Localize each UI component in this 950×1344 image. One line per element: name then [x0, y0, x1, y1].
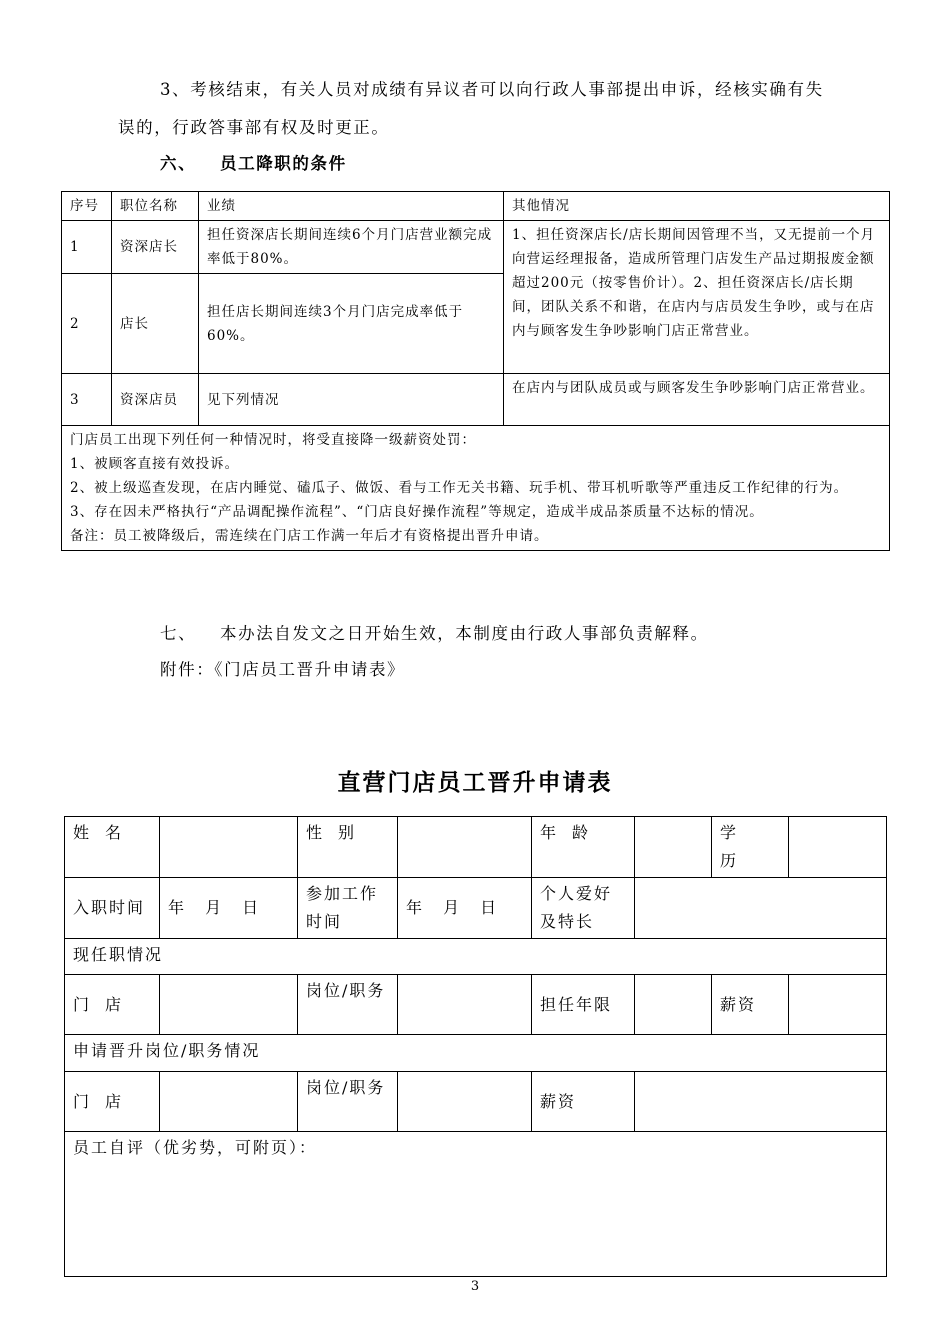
header-no: 序号 — [62, 192, 112, 221]
self-eval-label: 员工自评（优劣势，可附页）： — [73, 1138, 318, 1157]
hire-date-label: 入职时间 — [65, 878, 160, 939]
name-label: 姓名 — [65, 817, 160, 878]
age-label: 年龄 — [532, 817, 635, 878]
hobby-label: 个人爱好及特长 — [532, 878, 635, 939]
row3-performance: 见下列情况 — [199, 374, 504, 426]
current-post-value[interactable] — [398, 975, 532, 1035]
hobby-value[interactable] — [635, 878, 887, 939]
footer-item3: 3、存在因未严格执行“产品调配操作流程”、“门店良好操作流程”等规定，造成半成品茶质量不达标的情况。 — [70, 504, 764, 520]
section7-number: 七、 — [160, 624, 197, 643]
row3-no: 3 — [62, 374, 112, 426]
attachment-line: 附件：《门店员工晋升申请表》 — [160, 660, 406, 679]
header-performance: 业绩 — [199, 192, 504, 221]
header-other: 其他情况 — [504, 192, 890, 221]
name-value[interactable] — [160, 817, 298, 878]
gender-value[interactable] — [398, 817, 532, 878]
self-evaluation[interactable] — [65, 1132, 887, 1277]
item3-line2: 误的，行政答事部有权及时更正。 — [118, 118, 390, 137]
row2-position: 店长 — [112, 274, 199, 374]
row1-position: 资深店长 — [112, 221, 199, 274]
footer-note: 备注：员工被降级后，需连续在门店工作满一年后才有资格提出晋升申请。 — [70, 528, 549, 544]
current-store-label: 门店 — [65, 975, 160, 1035]
row1-performance: 担任资深店长期间连续6个月门店营业额完成率低于80%。 — [199, 221, 504, 274]
promotion-form — [64, 816, 887, 1277]
apply-salary-value[interactable] — [635, 1072, 887, 1132]
apply-post-value[interactable] — [398, 1072, 532, 1132]
row3-other: 在店内与团队成员或与顾客发生争吵影响门店正常营业。 — [504, 374, 890, 426]
demotion-table — [61, 191, 890, 551]
work-start-label: 参加工作时间 — [298, 878, 398, 939]
current-salary-label: 薪资 — [712, 975, 789, 1035]
footer-item2: 2、被上级巡查发现，在店内睡觉、磕瓜子、做饭、看与工作无关书籍、玩手机、带耳机听歌等严重违反工作纪律的行为。 — [70, 480, 849, 496]
age-value[interactable] — [635, 817, 712, 878]
page-number: 3 — [470, 1279, 480, 1294]
header-position: 职位名称 — [112, 192, 199, 221]
education-label: 学历 — [712, 817, 789, 878]
apply-section-label: 申请晋升岗位/职务情况 — [65, 1035, 887, 1072]
section6-number: 六、 — [160, 154, 197, 173]
rows12-other: 1、担任资深店长/店长期间因管理不当，又无提前一个月向营运经理报备，造成所管理门店发生产品过期报废金额超过200元（按零售价计）。2、担任资深店长/店长期间，团队关系不和谐，在店内与店员发生争吵，或与在店内与顾客发生争吵影响门店正常营业。 — [504, 221, 890, 374]
section6-title: 员工降职的条件 — [220, 154, 347, 173]
current-store-value[interactable] — [160, 975, 298, 1035]
row2-performance: 担任店长期间连续3个月门店完成率低于60%。 — [199, 274, 504, 374]
tenure-value[interactable] — [635, 975, 712, 1035]
gender-label: 性别 — [298, 817, 398, 878]
form-title: 直营门店员工晋升申请表 — [337, 769, 613, 796]
row1-no: 1 — [62, 221, 112, 274]
footer-intro: 门店员工出现下列任何一种情况时，将受直接降一级薪资处罚： — [70, 432, 476, 448]
section7-text: 本办法自发文之日开始生效，本制度由行政人事部负责解释。 — [220, 624, 709, 643]
item3-line1: 3、考核结束，有关人员对成绩有异议者可以向行政人事部提出申诉，经核实确有失 — [160, 80, 824, 99]
education-value[interactable] — [789, 817, 887, 878]
hire-date-value[interactable]: 年 月 日 — [160, 878, 298, 939]
demotion-footer — [62, 426, 890, 551]
apply-store-value[interactable] — [160, 1072, 298, 1132]
row2-no: 2 — [62, 274, 112, 374]
current-salary-value[interactable] — [789, 975, 887, 1035]
current-post-label: 岗位/职务 — [298, 975, 398, 1035]
tenure-label: 担任年限 — [532, 975, 635, 1035]
work-start-value[interactable]: 年 月 日 — [398, 878, 532, 939]
current-section-label: 现任职情况 — [65, 939, 887, 975]
apply-post-label: 岗位/职务 — [298, 1072, 398, 1132]
apply-store-label: 门店 — [65, 1072, 160, 1132]
footer-item1: 1、被顾客直接有效投诉。 — [70, 456, 240, 472]
row3-position: 资深店员 — [112, 374, 199, 426]
apply-salary-label: 薪资 — [532, 1072, 635, 1132]
